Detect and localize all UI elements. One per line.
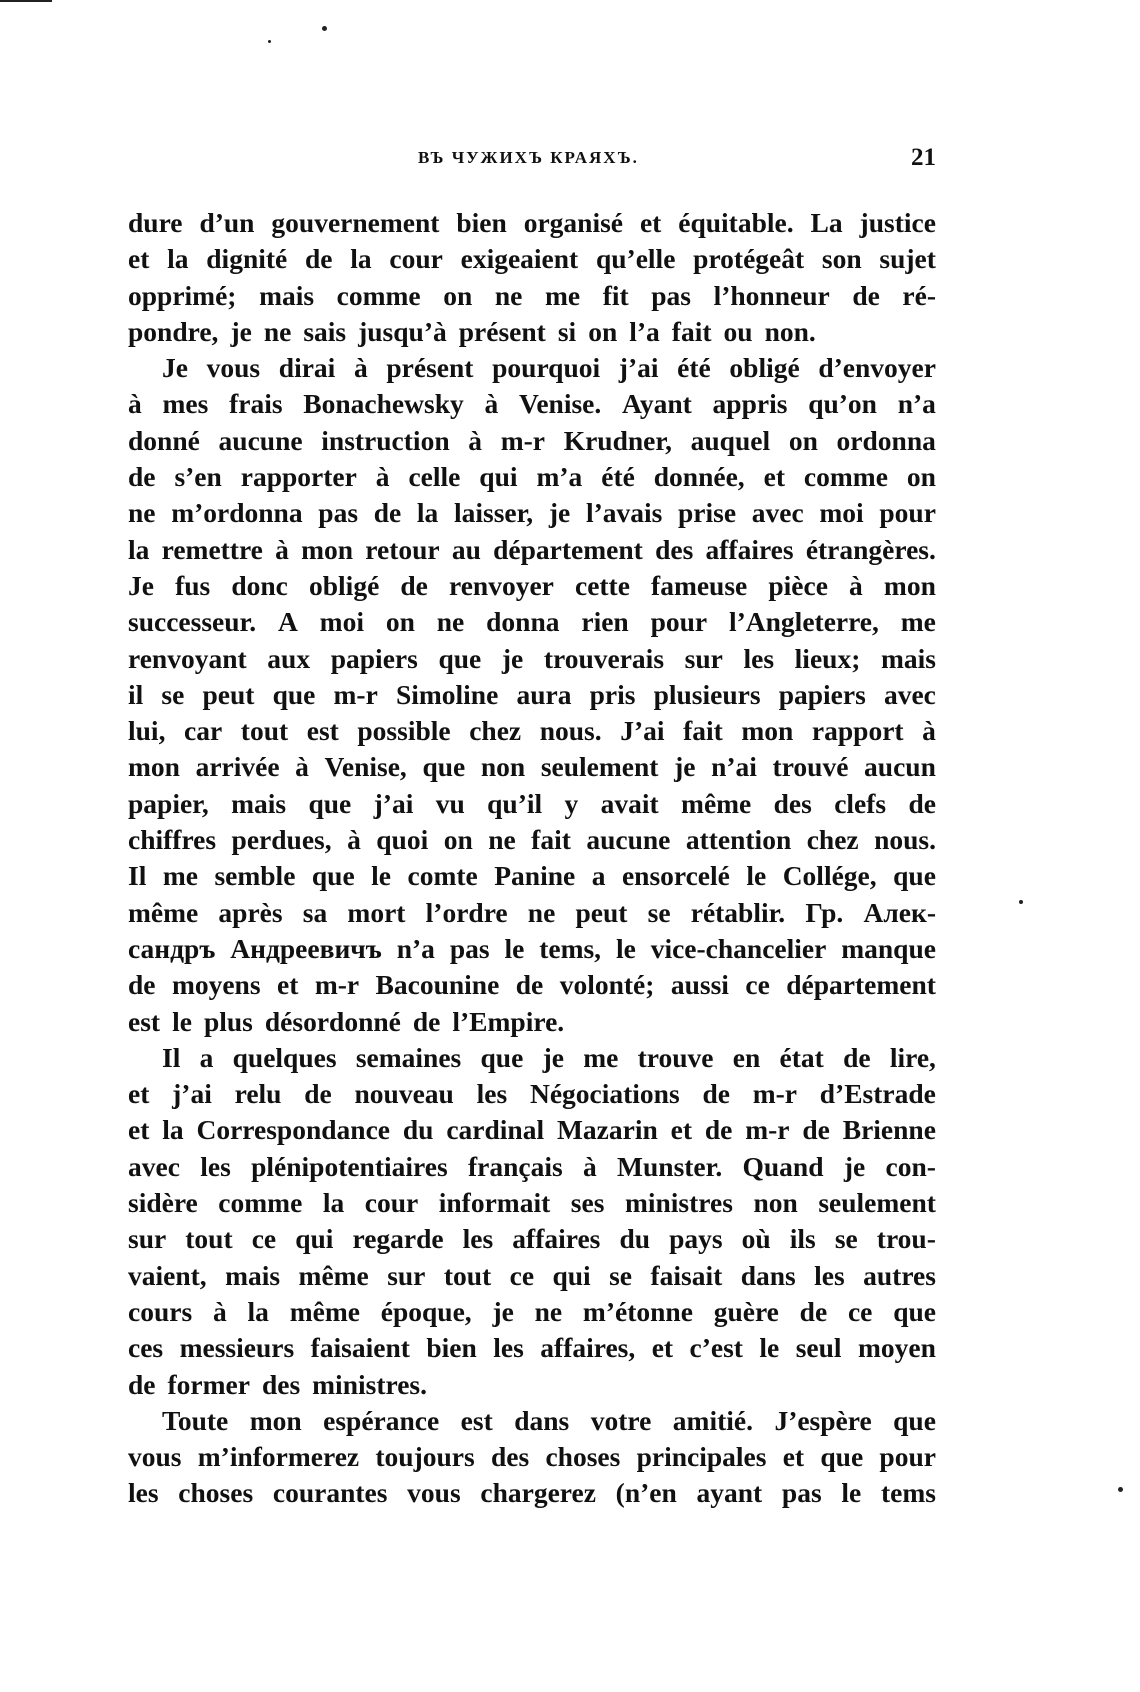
text-line: Je fus donc obligé de renvoyer cette fameuse pièce à mon: [128, 569, 936, 601]
text-line: cours à la même époque, je ne m’étonne guère de ce que: [128, 1295, 936, 1327]
text-line: avec les plénipotentiaires français à Munster. Quand je con-: [128, 1150, 936, 1182]
text-line: à mes frais Bonachewsky à Venise. Ayant appris qu’on n’a: [128, 388, 936, 420]
text-line: renvoyant aux papiers que je trouverais sur les lieux; mais: [128, 642, 936, 674]
text-line: successeur. A moi on ne donna rien pour l’Angleterre, me: [128, 606, 936, 638]
text-line: et la dignité de la cour exigeaient qu’elle protégeât son sujet: [128, 243, 936, 275]
text-line: Il a quelques semaines que je me trouve en état de lire,: [162, 1041, 936, 1073]
page-number: 21: [911, 144, 936, 171]
text-line: même après sa mort l’ordre ne peut se rétablir. Гр. Алек-: [128, 896, 936, 928]
text-line: de moyens et m-r Bacounine de volonté; aussi ce département: [128, 969, 936, 1001]
text-line: les choses courantes vous chargerez (n’en ayant pas le tems: [128, 1477, 936, 1509]
text-line: et la Correspondance du cardinal Mazarin et de m-r de Brienne: [128, 1114, 936, 1146]
scan-edge-mark: [0, 0, 52, 2]
text-line: Je vous dirai à présent pourquoi j’ai été obligé d’envoyer: [162, 352, 936, 384]
text-line: de s’en rapporter à celle qui m’a été donnée, et comme on: [128, 461, 936, 493]
text-line: et j’ai relu de nouveau les Négociations de m-r d’Estrade: [128, 1078, 936, 1110]
text-line: ne m’ordonna pas de la laisser, je l’avais prise avec moi pour: [128, 497, 936, 529]
text-line: mon arrivée à Venise, que non seulement je n’ai trouvé aucun: [128, 751, 936, 783]
scan-speck: [322, 26, 327, 31]
text-line: opprimé; mais comme on ne me fit pas l’honneur de ré-: [128, 279, 936, 311]
text-line: est le plus désordonné de l’Empire.: [128, 1005, 565, 1037]
text-line: ces messieurs faisaient bien les affaires, et c’est le seul moyen: [128, 1332, 936, 1364]
text-line: sidère comme la cour informait ses ministres non seulement: [128, 1187, 936, 1219]
text-line: dure d’un gouvernement bien organisé et équitable. La justice: [128, 207, 936, 238]
page-header: [128, 144, 936, 174]
text-line: сандръ Андреевичъ n’a pas le tems, le vice-chancelier manque: [128, 932, 936, 964]
text-line: Toute mon espérance est dans votre amitié. J’espère que: [162, 1404, 936, 1436]
text-line: chiffres perdues, à quoi on ne fait aucune attention chez nous.: [128, 824, 936, 856]
text-line: Il me semble que le comte Panine a ensorcelé le Collége, que: [128, 860, 936, 892]
text-line: lui, car tout est possible chez nous. J’ai fait mon rapport à: [128, 715, 936, 747]
text-line: sur tout ce qui regarde les affaires du pays où ils se trou-: [128, 1223, 936, 1255]
running-head: ВЪ ЧУЖИХЪ КРАЯХЪ.: [418, 148, 639, 167]
text-line: la remettre à mon retour au département des affaires étrangères.: [128, 533, 936, 565]
text-line: vous m’informerez toujours des choses principales et que pour: [128, 1441, 936, 1473]
paragraph: [128, 205, 936, 350]
body-text: [128, 205, 936, 1512]
text-line: vaient, mais même sur tout ce qui se faisait dans les autres: [128, 1259, 936, 1291]
paragraph: [128, 1403, 936, 1512]
text-line: pondre, je ne sais jusqu’à présent si on l’a fait ou non.: [128, 315, 816, 347]
paragraph: [128, 1040, 936, 1403]
paragraph: [128, 350, 936, 1040]
scan-speck: [1118, 1487, 1123, 1492]
text-line: il se peut que m-r Simoline aura pris plusieurs papiers avec: [128, 678, 936, 710]
text-line: donné aucune instruction à m-r Krudner, auquel on ordonna: [128, 424, 936, 456]
text-line: papier, mais que j’ai vu qu’il y avait même des clefs de: [128, 787, 936, 819]
text-line: de former des ministres.: [128, 1368, 427, 1400]
scan-speck: [1019, 900, 1023, 904]
scan-speck: [268, 40, 271, 43]
